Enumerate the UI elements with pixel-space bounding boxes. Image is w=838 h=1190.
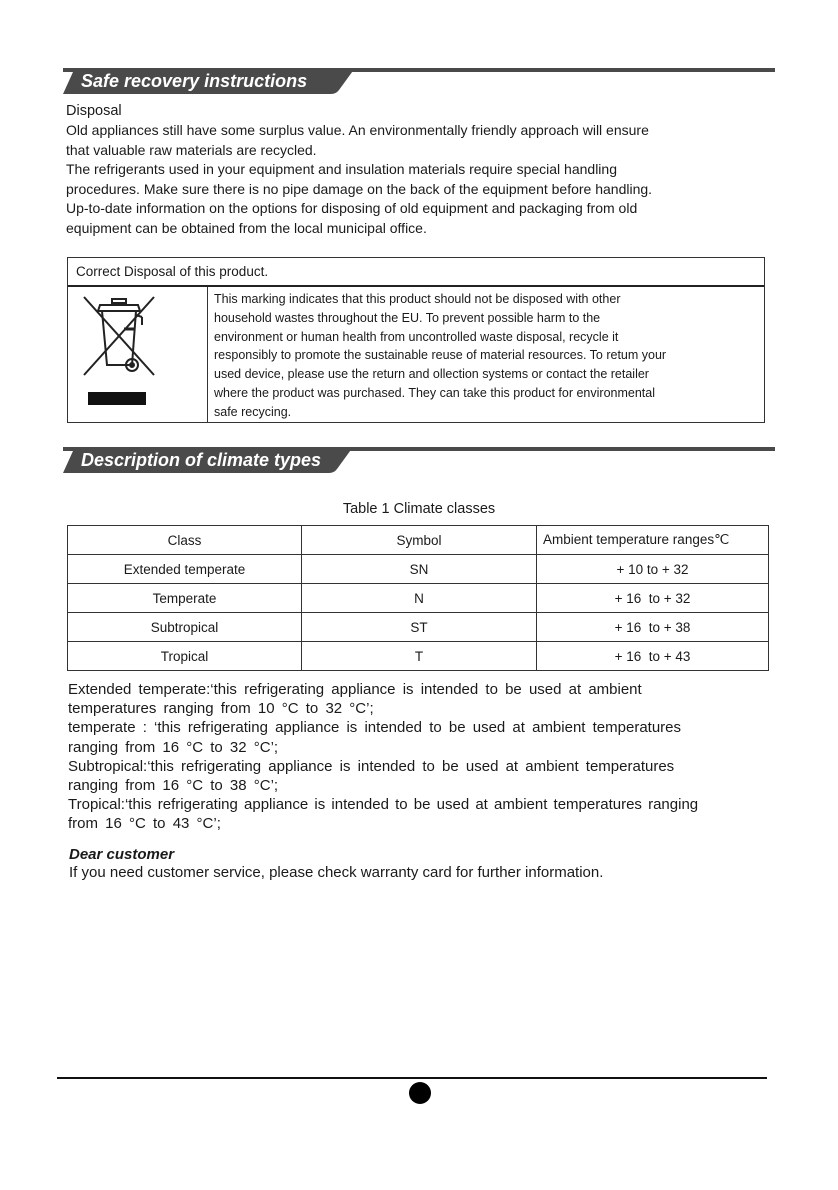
- disposal-text-line: environment or human health from uncontrolled waste disposal, recycle it: [214, 329, 619, 344]
- section-header-climate-types: [63, 443, 775, 473]
- description-line: Tropical:‘this refrigerating appliance is intended to be used at ambient temperatures ranging: [68, 796, 699, 814]
- description-line: ranging from 16 °C to 38 °C’;: [68, 777, 279, 795]
- description-line: temperatures ranging from 10 °C to 32 °C’;: [68, 700, 374, 718]
- table-row: [68, 613, 769, 642]
- climate-descriptions: [68, 680, 768, 834]
- cell-range: + 16 to + 43: [537, 642, 769, 671]
- cell-class: Temperate: [68, 584, 302, 613]
- cell-symbol: T: [302, 642, 537, 671]
- disposal-text-line: responsibly to promote the sustainable reuse of material resources. To retum your: [214, 348, 667, 363]
- paragraph-line: that valuable raw materials are recycled.: [66, 142, 317, 158]
- cell-range: + 10 to + 32: [537, 555, 769, 584]
- footer-rule: [57, 1077, 767, 1079]
- disposal-box-text: [214, 290, 758, 422]
- section-title: Description of climate types: [81, 450, 322, 470]
- paragraph-line: equipment can be obtained from the local municipal office.: [66, 220, 427, 236]
- description-line: Subtropical:‘this refrigerating appliance is intended to be used at ambient temperatures: [68, 757, 675, 775]
- table-row: [68, 584, 769, 613]
- cell-range: + 16 to + 32: [537, 584, 769, 613]
- description-line: Extended temperate:‘this refrigerating appliance is intended to be used at ambient: [68, 681, 642, 698]
- crossed-out-wheelie-bin-icon: [82, 295, 162, 405]
- paragraph-line: Old appliances still have some surplus value. An environmentally friendly approach will ensure: [66, 121, 649, 138]
- disposal-text-line: safe recycing.: [214, 404, 292, 419]
- disposal-text-line: household wastes throughout the EU. To prevent possible harm to the: [214, 310, 601, 325]
- disposal-text-line: where the product was purchased. They can take this product for environmental: [214, 385, 655, 400]
- disposal-text-line: used device, please use the return and ollection systems or contact the retailer: [214, 367, 649, 382]
- cell-symbol: N: [302, 584, 537, 613]
- cell-class: Tropical: [68, 642, 302, 671]
- description-line: ranging from 16 °C to 32 °C’;: [68, 738, 279, 756]
- cell-class: Subtropical: [68, 613, 302, 642]
- table-row: [68, 642, 769, 671]
- table-caption: Table 1 Climate classes: [342, 501, 496, 517]
- disposal-box-header: Correct Disposal of this product.: [68, 258, 764, 287]
- disposal-section: [66, 102, 652, 238]
- disposal-heading: Disposal: [66, 103, 122, 119]
- table-row: [68, 555, 769, 584]
- correct-disposal-box: [67, 257, 765, 423]
- cell-class: Extended temperate: [68, 555, 302, 584]
- weee-icon-cell: [68, 287, 208, 422]
- paragraph-line: Up-to-date information on the options for disposing of old equipment and packaging from old: [66, 199, 638, 216]
- column-header-class: Class: [68, 526, 302, 555]
- header-tab: [63, 68, 355, 94]
- cell-symbol: SN: [302, 555, 537, 584]
- cell-range: + 16 to + 38: [537, 613, 769, 642]
- section-title: Safe recovery instructions: [81, 71, 308, 91]
- column-header-range: Ambient temperature ranges℃: [537, 526, 769, 555]
- customer-service-note: If you need customer service, please check warranty card for further information.: [69, 864, 604, 881]
- disposal-text-line: This marking indicates that this product should not be disposed with other: [214, 292, 621, 306]
- column-header-symbol: Symbol: [302, 526, 537, 555]
- page-marker-dot: [409, 1082, 431, 1104]
- cell-symbol: ST: [302, 613, 537, 642]
- climate-classes-table: [67, 525, 769, 671]
- section-header-safe-recovery: [63, 64, 775, 94]
- paragraph-line: procedures. Make sure there is no pipe damage on the back of the equipment before handling.: [66, 181, 653, 197]
- description-line: from 16 °C to 43 °C’;: [68, 815, 221, 833]
- description-line: temperate : ‘this refrigerating appliance is intended to be used at ambient temperatures: [68, 719, 682, 737]
- table-header-row: [68, 526, 769, 555]
- dear-customer-heading: Dear customer: [69, 846, 175, 863]
- paragraph-line: The refrigerants used in your equipment and insulation materials require special handling: [66, 160, 617, 177]
- header-tab: [63, 447, 353, 473]
